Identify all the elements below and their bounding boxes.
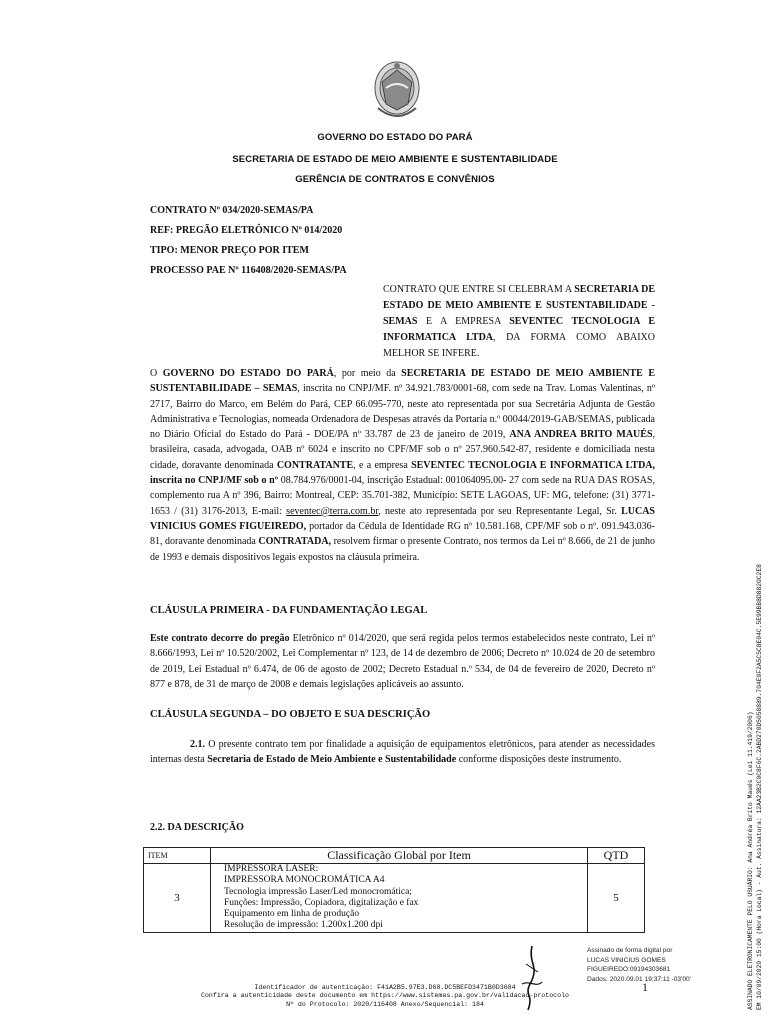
digital-signature-line: Assinado de forma digital por bbox=[587, 947, 673, 954]
description-line: Resolução de impressão: 1.200x1.200 dpi bbox=[224, 920, 383, 931]
contract-preamble: CONTRATO QUE ENTRE SI CELEBRAM A SECRETARIA DE ESTADO DE MEIO AMBIENTE E SUSTENTABILIDADE - SEMAS E A EMPRESA SEVENTEC TECNOLOGIA E INFORMATICA LTDA, DA FORMA COMO ABAIXO MELHOR SE INFERE. bbox=[383, 284, 656, 359]
table-header-row bbox=[144, 848, 645, 864]
description-line: IMPRESSORA MONOCROMÁTICA A4 bbox=[224, 875, 385, 886]
process-number: PROCESSO PAE Nº 116408/2020-SEMAS/PA bbox=[150, 265, 347, 276]
authentication-id: Identificador de autenticação: F41A2B5.97E3.D68.DC5BEFD3471B0D3684 bbox=[254, 984, 516, 991]
header-management: GERÊNCIA DE CONTRATOS E CONVÊNIOS bbox=[295, 174, 495, 185]
digital-signature-line: FIGUEIREDO:09194303681 bbox=[587, 966, 671, 974]
description-subtitle: 2.2. DA DESCRIÇÃO bbox=[150, 822, 244, 833]
signature-stamp-line: ASSINADO ELETRONICAMENTE PELO USUÁRIO: Ana Andréa Brito Maués (Lei 11.419/2006) bbox=[747, 711, 754, 1010]
description-line: Tecnologia impressão Laser/Led monocromática; bbox=[224, 886, 412, 897]
items-table bbox=[143, 847, 645, 933]
clause-one-title: CLÁUSULA PRIMEIRA - DA FUNDAMENTAÇÃO LEGAL bbox=[150, 605, 428, 616]
description-line: Funções: Impressão, Copiadora, digitalização e fax bbox=[224, 897, 419, 908]
table-row bbox=[144, 864, 645, 933]
signature-stamp-line: EM 10/09/2020 15:00 (Hora Local) - Aut. Assinatura: 12AA23B2C0C8F6C.2ABD270D5058889.704E0F2A5C5C8E04C.5E99BB8D8820C2E8 bbox=[756, 564, 763, 1010]
description-line: Equipamento em linha de produção bbox=[224, 909, 360, 920]
digital-signature-line: Dados: 2020.09.01 19:37:11 -03'00' bbox=[587, 975, 691, 983]
column-header-item: ITEM bbox=[144, 848, 211, 864]
clause-two-title: CLÁUSULA SEGUNDA – DO OBJETO E SUA DESCRIÇÃO bbox=[150, 709, 431, 720]
header-government: GOVERNO DO ESTADO DO PARÁ bbox=[317, 132, 473, 143]
authentication-footer bbox=[150, 984, 620, 1009]
header-secretariat: SECRETARIA DE ESTADO DE MEIO AMBIENTE E SUSTENTABILIDADE bbox=[232, 154, 558, 165]
item-description-cell bbox=[211, 864, 588, 933]
item-number-cell: 3 bbox=[144, 864, 211, 933]
digital-signature-block bbox=[587, 946, 717, 984]
item-qtd-cell: 5 bbox=[588, 864, 645, 933]
state-coat-of-arms-icon bbox=[372, 58, 422, 124]
description-line: IMPRESSORA LASER: bbox=[224, 864, 319, 874]
protocol-number: Nº do Protocolo: 2020/116408 Anexo/Sequencial: 184 bbox=[286, 1000, 484, 1008]
clause-one-text: Este contrato decorre do pregão Eletrônico nº 014/2020, que será regida pelos termos estabelecidos neste contrato, Lei nº 8.666/1993, Lei nº 10.520/2002, Lei Complementar nº 123, de 14 de dezembro de 2006; Decreto nº 10.024 de 20 de setembro de 2019, Lei Estadual nº 6.474, de 06 de agosto de 2002; Decreto Estadual n.º 534, de 04 de fevereiro de 2020, Decreto nº 877 e 878, de 31 de março de 2008 e demais legislações aplicáveis ao assunto. bbox=[150, 633, 655, 690]
contract-type: TIPO: MENOR PREÇO POR ITEM bbox=[150, 245, 309, 256]
clause-two-text: 2.1. O presente contrato tem por finalidade a aquisição de equipamentos eletrônicos, para atender as necessidades internas desta Secretaria de Estado de Meio Ambiente e Sustentabilidade conforme disposições deste instrumento. bbox=[150, 739, 655, 766]
contractor-email-link[interactable]: seventec@terra.com.br bbox=[286, 505, 379, 517]
column-header-description: Classificação Global por Item bbox=[211, 848, 588, 864]
contract-parties-paragraph: O GOVERNO DO ESTADO DO PARÁ, por meio da SECRETARIA DE ESTADO DE MEIO AMBIENTE E SUSTENTABILIDADE – SEMAS, inscrita no CNPJ/MF. nº 34.921.783/0001-68, com sede na Trav. Lomas Valentinas, nº 2717, Bairro do Marco, em Belém do Pará, CEP 66.095-770, neste ato representada por sua Secretária Adjunta de Gestão Administrativa e Tecnologias, nomeada Ordenadora de Despesas através da Portaria n.º 00044/2019-GAB/SEMAS, publicada no Diário Oficial do Estado do Pará - DOE/PA nº 33.787 de 23 de janeiro de 2019, ANA ANDREA BRITO MAUÉS, brasileira, casada, advogada, OAB nº 6024 e inscrito no CPF/MF sob o nº 257.960.542-87, residente e domiciliada nesta cidade, doravante denominada CONTRATANTE, e a empresa SEVENTEC TECNOLOGIA E INFORMATICA LTDA, inscrita no CNPJ/MF sob o nº 08.784.976/0001-04, inscrição Estadual: 001064095.00- 27 com sede na RUA DAS ROSAS, complemento rua A nº 396, Bairro: Montreal, CEP: 35.701-382, Município: SETE LAGOAS, UF: MG, telefone: (31) 3771-1653 / (31) 3176-2013, E-mail: seventec@terra.com.br, neste ato representada por seu Representante Legal, Sr. LUCAS VINICIUS GOMES FIGUEIREDO, portador da Cédula de Identidade RG nº 10.581.168, CPF/MF sob o nº. 091.943.036-81, doravante denominada CONTRATADA, resolvem firmar o presente Contrato, nos termos da Lei nº 8.666, de 21 de junho de 1993 e demais dispositivos legais expostos na cláusula primeira. bbox=[150, 368, 656, 563]
contract-number: CONTRATO Nº 034/2020-SEMAS/PA bbox=[150, 205, 314, 216]
digital-signature-line: LUCAS VINICIUS GOMES bbox=[587, 956, 666, 964]
authentication-url: Confira a autenticidade deste documento em https://www.sistemas.pa.gov.br/validacao-protocolo bbox=[201, 992, 569, 1000]
column-header-qtd: QTD bbox=[588, 848, 645, 864]
page-number: 1 bbox=[642, 980, 648, 994]
electronic-signature-stamp bbox=[747, 230, 769, 1010]
contract-reference: REF: PREGÃO ELETRÔNICO Nº 014/2020 bbox=[150, 225, 343, 236]
